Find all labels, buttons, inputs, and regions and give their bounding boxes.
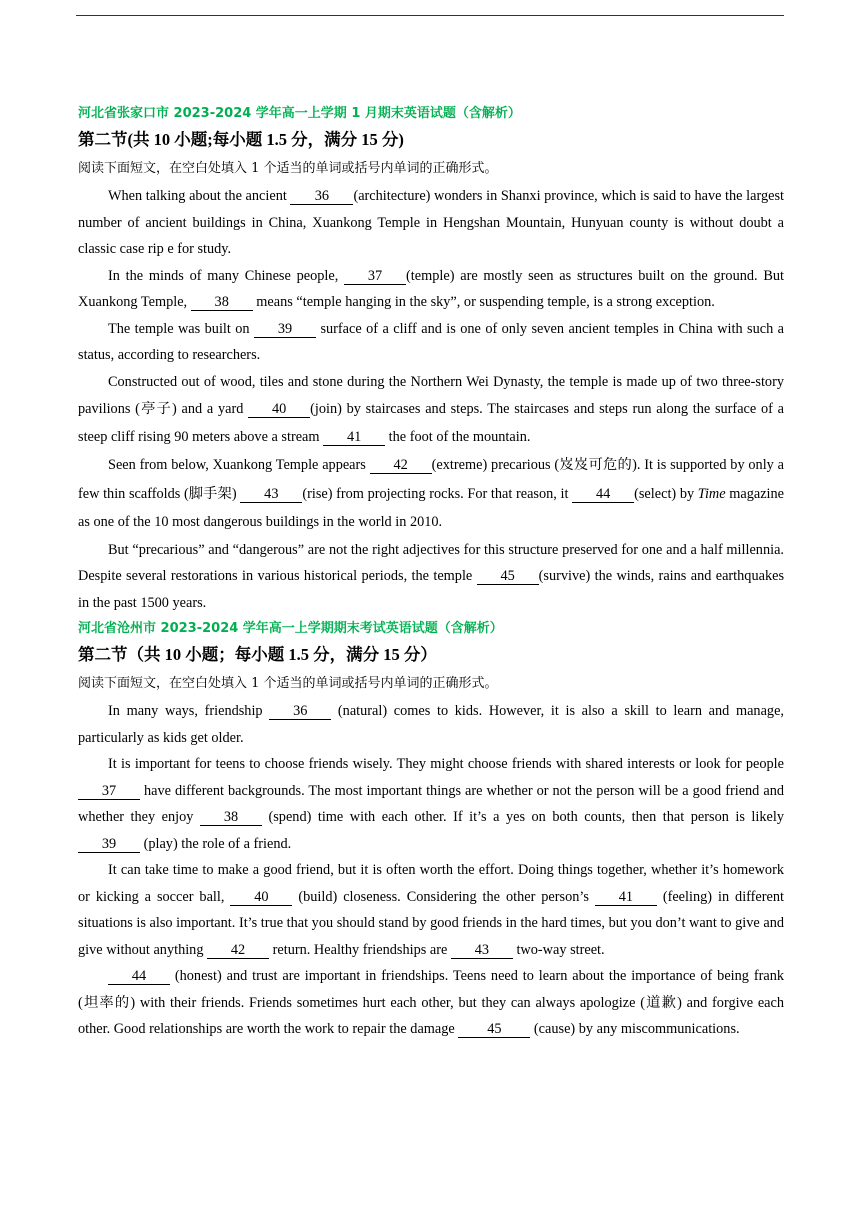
blank-41: 41 (595, 889, 657, 906)
doc2-paragraph-2: It is important for teens to choose friends wisely. They might choose friends with shared interests or look for people 37 have different backgrounds. The most important things are whether or not the person will be a good friend and whether they enjoy 38 (spend) time with each other. If it’s a yes on both counts, then that person is likely 39 (play) the role of a friend. (78, 756, 784, 852)
blank-39: 39 (254, 321, 316, 338)
doc1-section-heading: 第二节(共 10 小题;每小题 1.5 分，满分 15 分) (78, 130, 404, 149)
header-rule (76, 15, 784, 16)
doc1-paragraph-5: Seen from below, Xuankong Temple appears 42 (extreme) precarious (岌岌可危的). It is supported by only a few thin scaffolds (脚手架) 43 (rise) from projecting rocks. For that reason, it 44 (select) by Time magazine as one of the 10 most dangerous buildings in the world in 2010. (78, 457, 785, 530)
doc1-paragraph-2: In the minds of many Chinese people, 37 (temple) are mostly seen as structures built on the ground. But Xuankong Temple, 38 means “temple hanging in the sky”, or suspending temple, is a strong exception. (78, 267, 785, 310)
blank-39: 39 (78, 836, 140, 853)
doc2-section-heading: 第二节（共 10 小题；每小题 1.5 分，满分 15 分） (78, 645, 437, 664)
doc2-paragraph-4: 44 (honest) and trust are important in friendships. Teens need to learn about the importance of being frank (坦率的) with their friends. Friends sometimes hurt each other, but they can always apologize (道歉) and forgive each other. Good relationships are worth the work to repair the damage 45 (cause) by any miscommunications. (78, 968, 784, 1037)
doc2-paragraph-3: It can take time to make a good friend, but it is often worth the effort. Doing things together, whether it’s homework or kicking a soccer ball, 40 (build) closeness. Considering the other person’s 41 (feeling) in different situations is also important. It’s true that you should stand by good friends in the hard times, but you don’t want to give and give without anything 42 return. Healthy friendships are 43 two-way street. (78, 862, 785, 958)
blank-42: 42 (370, 457, 432, 474)
doc2-instruction: 阅读下面短文，在空白处填入 1 个适当的单词或括号内单词的正确形式。 (78, 676, 498, 691)
blank-40: 40 (230, 889, 292, 906)
blank-45: 45 (458, 1021, 530, 1038)
blank-37: 37 (344, 268, 406, 285)
blank-45: 45 (477, 568, 539, 585)
magazine-name: Time (697, 485, 726, 502)
doc2-source-title: 河北省沧州市 2023-2024 学年高一上学期期末考试英语试题（含解析） (78, 621, 503, 636)
doc2-paragraph-1: In many ways, friendship 36 (natural) comes to kids. However, it is also a skill to learn and manage, particularly as kids get older. (78, 703, 784, 746)
blank-38: 38 (191, 294, 253, 311)
blank-40: 40 (248, 401, 310, 418)
blank-43: 43 (451, 942, 513, 959)
blank-37: 37 (78, 783, 140, 800)
doc1-paragraph-4: Constructed out of wood, tiles and stone during the Northern Wei Dynasty, the temple is made up of two three-story pavilions (亭子) and a yard 40 (join) by staircases and steps. The staircases and steps run along the surface of a steep cliff rising 90 meters above a stream 41 the foot of the mountain. (78, 373, 784, 445)
blank-42: 42 (207, 942, 269, 959)
doc1-paragraph-3: The temple was built on 39 surface of a cliff and is one of only seven ancient temples in China with such a status, according to researchers. (78, 320, 785, 363)
doc1-paragraph-1: When talking about the ancient 36 (architecture) wonders in Shanxi province, which is said to have the largest number of ancient buildings in China, Xuankong Temple in Hengshan Mountain, Hunyuan county is without doubt a classic case rip e for study. (78, 188, 784, 257)
doc1-paragraph-6: But “precarious” and “dangerous” are not the right adjectives for this structure preserved for one and a half millennia. Despite several restorations in various historical periods, the temple 45 (survive) the winds, rains and earthquakes in the past 1500 years. (78, 541, 785, 611)
doc1-source-title: 河北省张家口市 2023-2024 学年高一上学期 1 月期末英语试题（含解析） (78, 106, 521, 121)
blank-38: 38 (200, 809, 262, 826)
doc1-instruction: 阅读下面短文，在空白处填入 1 个适当的单词或括号内单词的正确形式。 (78, 161, 498, 176)
blank-43: 43 (240, 486, 302, 503)
blank-36: 36 (290, 188, 353, 205)
blank-41: 41 (323, 429, 385, 446)
blank-44: 44 (108, 968, 170, 985)
blank-36: 36 (269, 703, 331, 720)
blank-44: 44 (572, 486, 634, 503)
document-content (78, 102, 784, 1043)
